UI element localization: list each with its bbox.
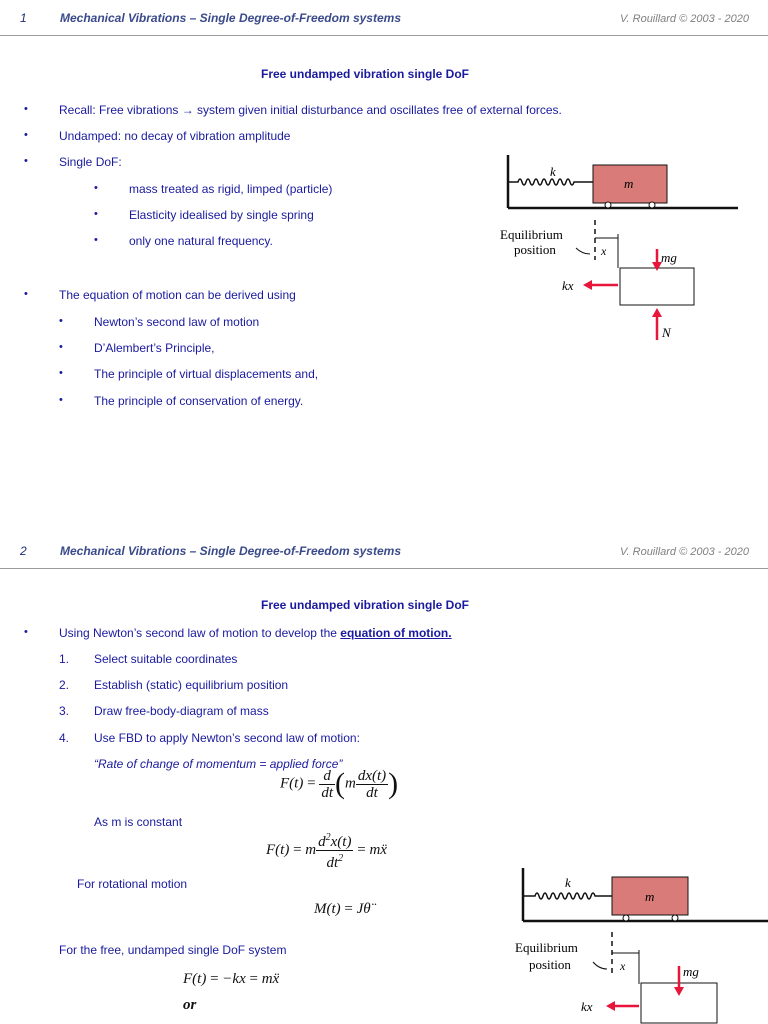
author-credit: V. Rouillard © 2003 - 2020	[620, 546, 749, 558]
pointer-icon	[593, 962, 607, 969]
fbd-block	[620, 268, 694, 305]
equation-of-motion-link[interactable]: equation of motion.	[340, 626, 452, 640]
displacement-label: x	[620, 959, 626, 973]
mass-label: m	[624, 176, 634, 191]
bullet-dot-icon: •	[24, 626, 28, 638]
pointer-icon	[576, 248, 590, 254]
newton-equation: F(t) = m $\frac{d^2x(t)}{dt^2}$ = mẍ	[266, 832, 387, 871]
bullet-dot-icon: •	[59, 367, 63, 379]
mass-label: m	[645, 889, 655, 904]
sub-bullet: Elasticity idealised by single spring	[129, 208, 314, 222]
weight-label: mg	[661, 250, 677, 265]
spring-force-label: kx	[581, 999, 593, 1014]
method-item: The principle of conservation of energy.	[94, 394, 304, 408]
bullet-dot-icon: •	[59, 315, 63, 327]
step-number: 2.	[59, 678, 70, 692]
intro-text	[59, 626, 452, 640]
wheel	[605, 202, 611, 208]
equilibrium-label: position	[529, 957, 571, 972]
bullet-dot-icon: •	[24, 288, 28, 300]
bullet-recall: Recall: Free vibrations → system given initial disturbance and oscillates free of external forces.	[59, 103, 562, 117]
or-label: or	[183, 997, 197, 1013]
intro-prefix: Using Newton’s second law of motion to develop the	[59, 626, 341, 640]
method-item: The principle of virtual displacements and,	[94, 367, 319, 381]
step-number: 4.	[59, 731, 70, 745]
free-motion-equation: F(t) = −kx = mẍ	[183, 971, 280, 987]
spring-force-label: kx	[562, 278, 574, 293]
bullet-dot-icon: •	[24, 103, 28, 115]
method-item: D’Alembert’s Principle,	[94, 341, 215, 355]
normal-arrow-icon	[652, 308, 662, 317]
equilibrium-label: Equilibrium	[500, 227, 563, 242]
bullet-dot-icon: •	[59, 394, 63, 406]
bullet-eom-intro: The equation of motion can be derived using	[59, 288, 296, 302]
step-number: 3.	[59, 704, 70, 718]
momentum-equation: F(t) = $\frac{d}{dt}$ (m $\frac{dx(t)}{dt}$ )	[280, 767, 399, 801]
step-text: Establish (static) equilibrium position	[94, 678, 289, 692]
spring-label: k	[550, 164, 556, 179]
bullet-dot-icon: •	[24, 155, 28, 167]
spring-icon	[508, 179, 593, 185]
slide-title: Free undamped vibration single DoF	[260, 598, 470, 612]
step-text: Select suitable coordinates	[94, 652, 238, 666]
spring-icon	[523, 893, 612, 899]
author-credit: V. Rouillard © 2003 - 2020	[620, 13, 749, 25]
sub-bullet: mass treated as rigid, limped (particle)	[129, 182, 333, 196]
step-text: Use FBD to apply Newton’s second law of motion:	[94, 731, 360, 745]
spring-mass-figure	[505, 866, 768, 1024]
rotational-equation: M(t) = Jθ̈	[314, 901, 371, 917]
header-rule	[0, 35, 768, 36]
normal-label: N	[662, 325, 671, 340]
method-item: Newton’s second law of motion	[94, 315, 260, 329]
bullet-undamped: Undamped: no decay of vibration amplitude	[59, 129, 291, 143]
wheel	[649, 202, 655, 208]
step-text: Draw free-body-diagram of mass	[94, 704, 269, 718]
header-title: Mechanical Vibrations – Single Degree-of-Freedom systems	[60, 544, 401, 558]
slide-title: Free undamped vibration single DoF	[260, 67, 470, 81]
spring-force-arrow-icon	[583, 280, 592, 290]
weight-label: mg	[683, 964, 699, 979]
slide-number: 1	[20, 11, 27, 25]
step-number: 1.	[59, 652, 70, 666]
free-system-note: For the free, undamped single DoF system	[59, 943, 287, 957]
equilibrium-label: Equilibrium	[515, 940, 578, 955]
bullet-dot-icon: •	[24, 129, 28, 141]
spring-force-arrow-icon	[606, 1001, 615, 1011]
header-title: Mechanical Vibrations – Single Degree-of-Freedom systems	[60, 11, 401, 25]
bullet-dot-icon: •	[59, 341, 63, 353]
equilibrium-label: position	[514, 242, 556, 257]
spring-label: k	[565, 875, 571, 890]
bullet-dot-icon: •	[94, 234, 98, 246]
slide-number: 2	[20, 544, 27, 558]
header-rule	[0, 568, 768, 569]
wheel	[672, 915, 678, 921]
rotational-note: For rotational motion	[77, 877, 188, 891]
wheel	[623, 915, 629, 921]
bullet-dot-icon: •	[94, 208, 98, 220]
constant-note: As m is constant	[94, 815, 183, 829]
spring-mass-figure	[490, 150, 750, 350]
displacement-label: x	[601, 244, 607, 258]
bullet-single-dof: Single DoF:	[59, 155, 122, 169]
sub-bullet: only one natural frequency.	[129, 234, 273, 248]
momentum-quote: “Rate of change of momentum = applied force”	[94, 757, 343, 771]
bullet-dot-icon: •	[94, 182, 98, 194]
